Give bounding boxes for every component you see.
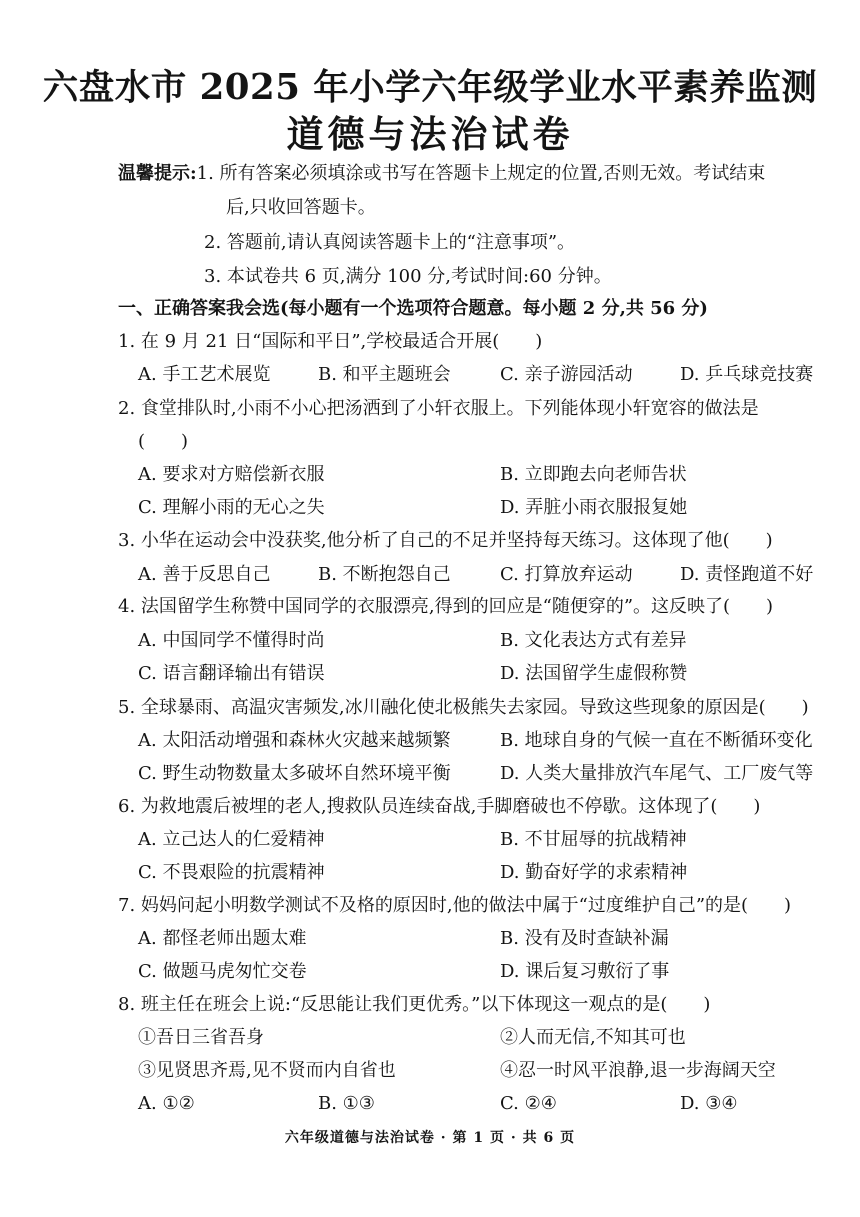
option-c: C. ②④ [500, 1093, 557, 1114]
tips-label: 温馨提示: [118, 163, 197, 184]
option-d: D. 人类大量排放汽车尾气、工厂废气等 [500, 763, 814, 784]
option-b: B. 地球自身的气候一直在不断循环变化 [500, 730, 813, 751]
option-d: D. 责怪跑道不好 [680, 564, 814, 585]
statement-3: ③见贤思齐焉,见不贤而内自省也 [138, 1060, 396, 1081]
tips-line-1 [118, 162, 765, 186]
option-a: A. ①② [138, 1093, 195, 1114]
question-stem: 3. 小华在运动会中没获奖,他分析了自己的不足并坚持每天练习。这体现了他( ) [118, 530, 773, 551]
page-footer: 六年级道德与法治试卷 · 第 1 页 · 共 6 页 [284, 1130, 576, 1146]
option-c: C. 不畏艰险的抗震精神 [138, 862, 325, 883]
option-c: C. 打算放弃运动 [500, 564, 633, 585]
section-heading: 一、正确答案我会选(每小题有一个选项符合题意。每小题 2 分,共 56 分) [118, 298, 708, 319]
exam-subject-title: 道德与法治试卷 [286, 112, 574, 156]
question-stem: 2. 食堂排队时,小雨不小心把汤洒到了小轩衣服上。下列能体现小轩宽容的做法是 [118, 398, 759, 419]
option-b: B. 不断抱怨自己 [318, 564, 451, 585]
statement-1: ①吾日三省吾身 [138, 1027, 264, 1048]
question-stem: 5. 全球暴雨、高温灾害频发,冰川融化使北极熊失去家园。导致这些现象的原因是( ) [118, 697, 809, 718]
option-a: A. 太阳活动增强和森林火灾越来越频繁 [138, 730, 451, 751]
exam-title: 六盘水市 2025 年小学六年级学业水平素养监测 [42, 67, 818, 108]
option-c: C. 理解小雨的无心之失 [138, 497, 325, 518]
option-a: A. 手工艺术展览 [138, 364, 271, 385]
option-b: B. 和平主题班会 [318, 364, 451, 385]
option-d: D. 法国留学生虚假称赞 [500, 663, 688, 684]
statement-2: ②人而无信,不知其可也 [500, 1027, 686, 1048]
option-d: D. 勤奋好学的求索精神 [500, 862, 688, 883]
option-a: A. 立己达人的仁爱精神 [138, 829, 325, 850]
option-d: D. 课后复习敷衍了事 [500, 961, 670, 982]
question-stem: 6. 为救地震后被埋的老人,搜救队员连续奋战,手脚磨破也不停歇。这体现了( ) [118, 796, 761, 817]
question-stem: 4. 法国留学生称赞中国同学的衣服漂亮,得到的回应是“随便穿的”。这反映了( ) [118, 596, 774, 617]
question-stem: 1. 在 9 月 21 日“国际和平日”,学校最适合开展( ) [118, 331, 543, 352]
tip-item-1-cont: 后,只收回答题卡。 [226, 197, 376, 218]
option-c: C. 做题马虎匆忙交卷 [138, 961, 307, 982]
option-b: B. 立即跑去向老师告状 [500, 464, 687, 485]
option-d: D. 弄脏小雨衣服报复她 [500, 497, 688, 518]
option-d: D. ③④ [680, 1093, 738, 1114]
option-c: C. 语言翻译输出有错误 [138, 663, 325, 684]
option-d: D. 乒乓球竞技赛 [680, 364, 814, 385]
option-b: B. 不甘屈辱的抗战精神 [500, 829, 687, 850]
question-stem-cont: ( ) [138, 431, 189, 452]
option-b: B. 没有及时查缺补漏 [500, 928, 669, 949]
tip-item-3: 3. 本试卷共 6 页,满分 100 分,考试时间:60 分钟。 [204, 266, 612, 287]
question-stem: 8. 班主任在班会上说:“反思能让我们更优秀。”以下体现这一观点的是( ) [118, 994, 711, 1015]
question-stem: 7. 妈妈问起小明数学测试不及格的原因时,他的做法中属于“过度维护自己”的是( ) [118, 895, 792, 916]
option-a: A. 中国同学不懂得时尚 [138, 630, 325, 651]
option-a: A. 要求对方赔偿新衣服 [138, 464, 325, 485]
option-b: B. 文化表达方式有差异 [500, 630, 687, 651]
option-b: B. ①③ [318, 1093, 375, 1114]
statement-4: ④忍一时风平浪静,退一步海阔天空 [500, 1060, 776, 1081]
option-c: C. 亲子游园活动 [500, 364, 633, 385]
tip-item-1: 1. 所有答案必须填涂或书写在答题卡上规定的位置,否则无效。考试结束 [196, 163, 766, 184]
option-a: A. 都怪老师出题太难 [138, 928, 307, 949]
tip-item-2: 2. 答题前,请认真阅读答题卡上的“注意事项”。 [204, 232, 576, 253]
option-a: A. 善于反思自己 [138, 564, 271, 585]
option-c: C. 野生动物数量太多破坏自然环境平衡 [138, 763, 451, 784]
